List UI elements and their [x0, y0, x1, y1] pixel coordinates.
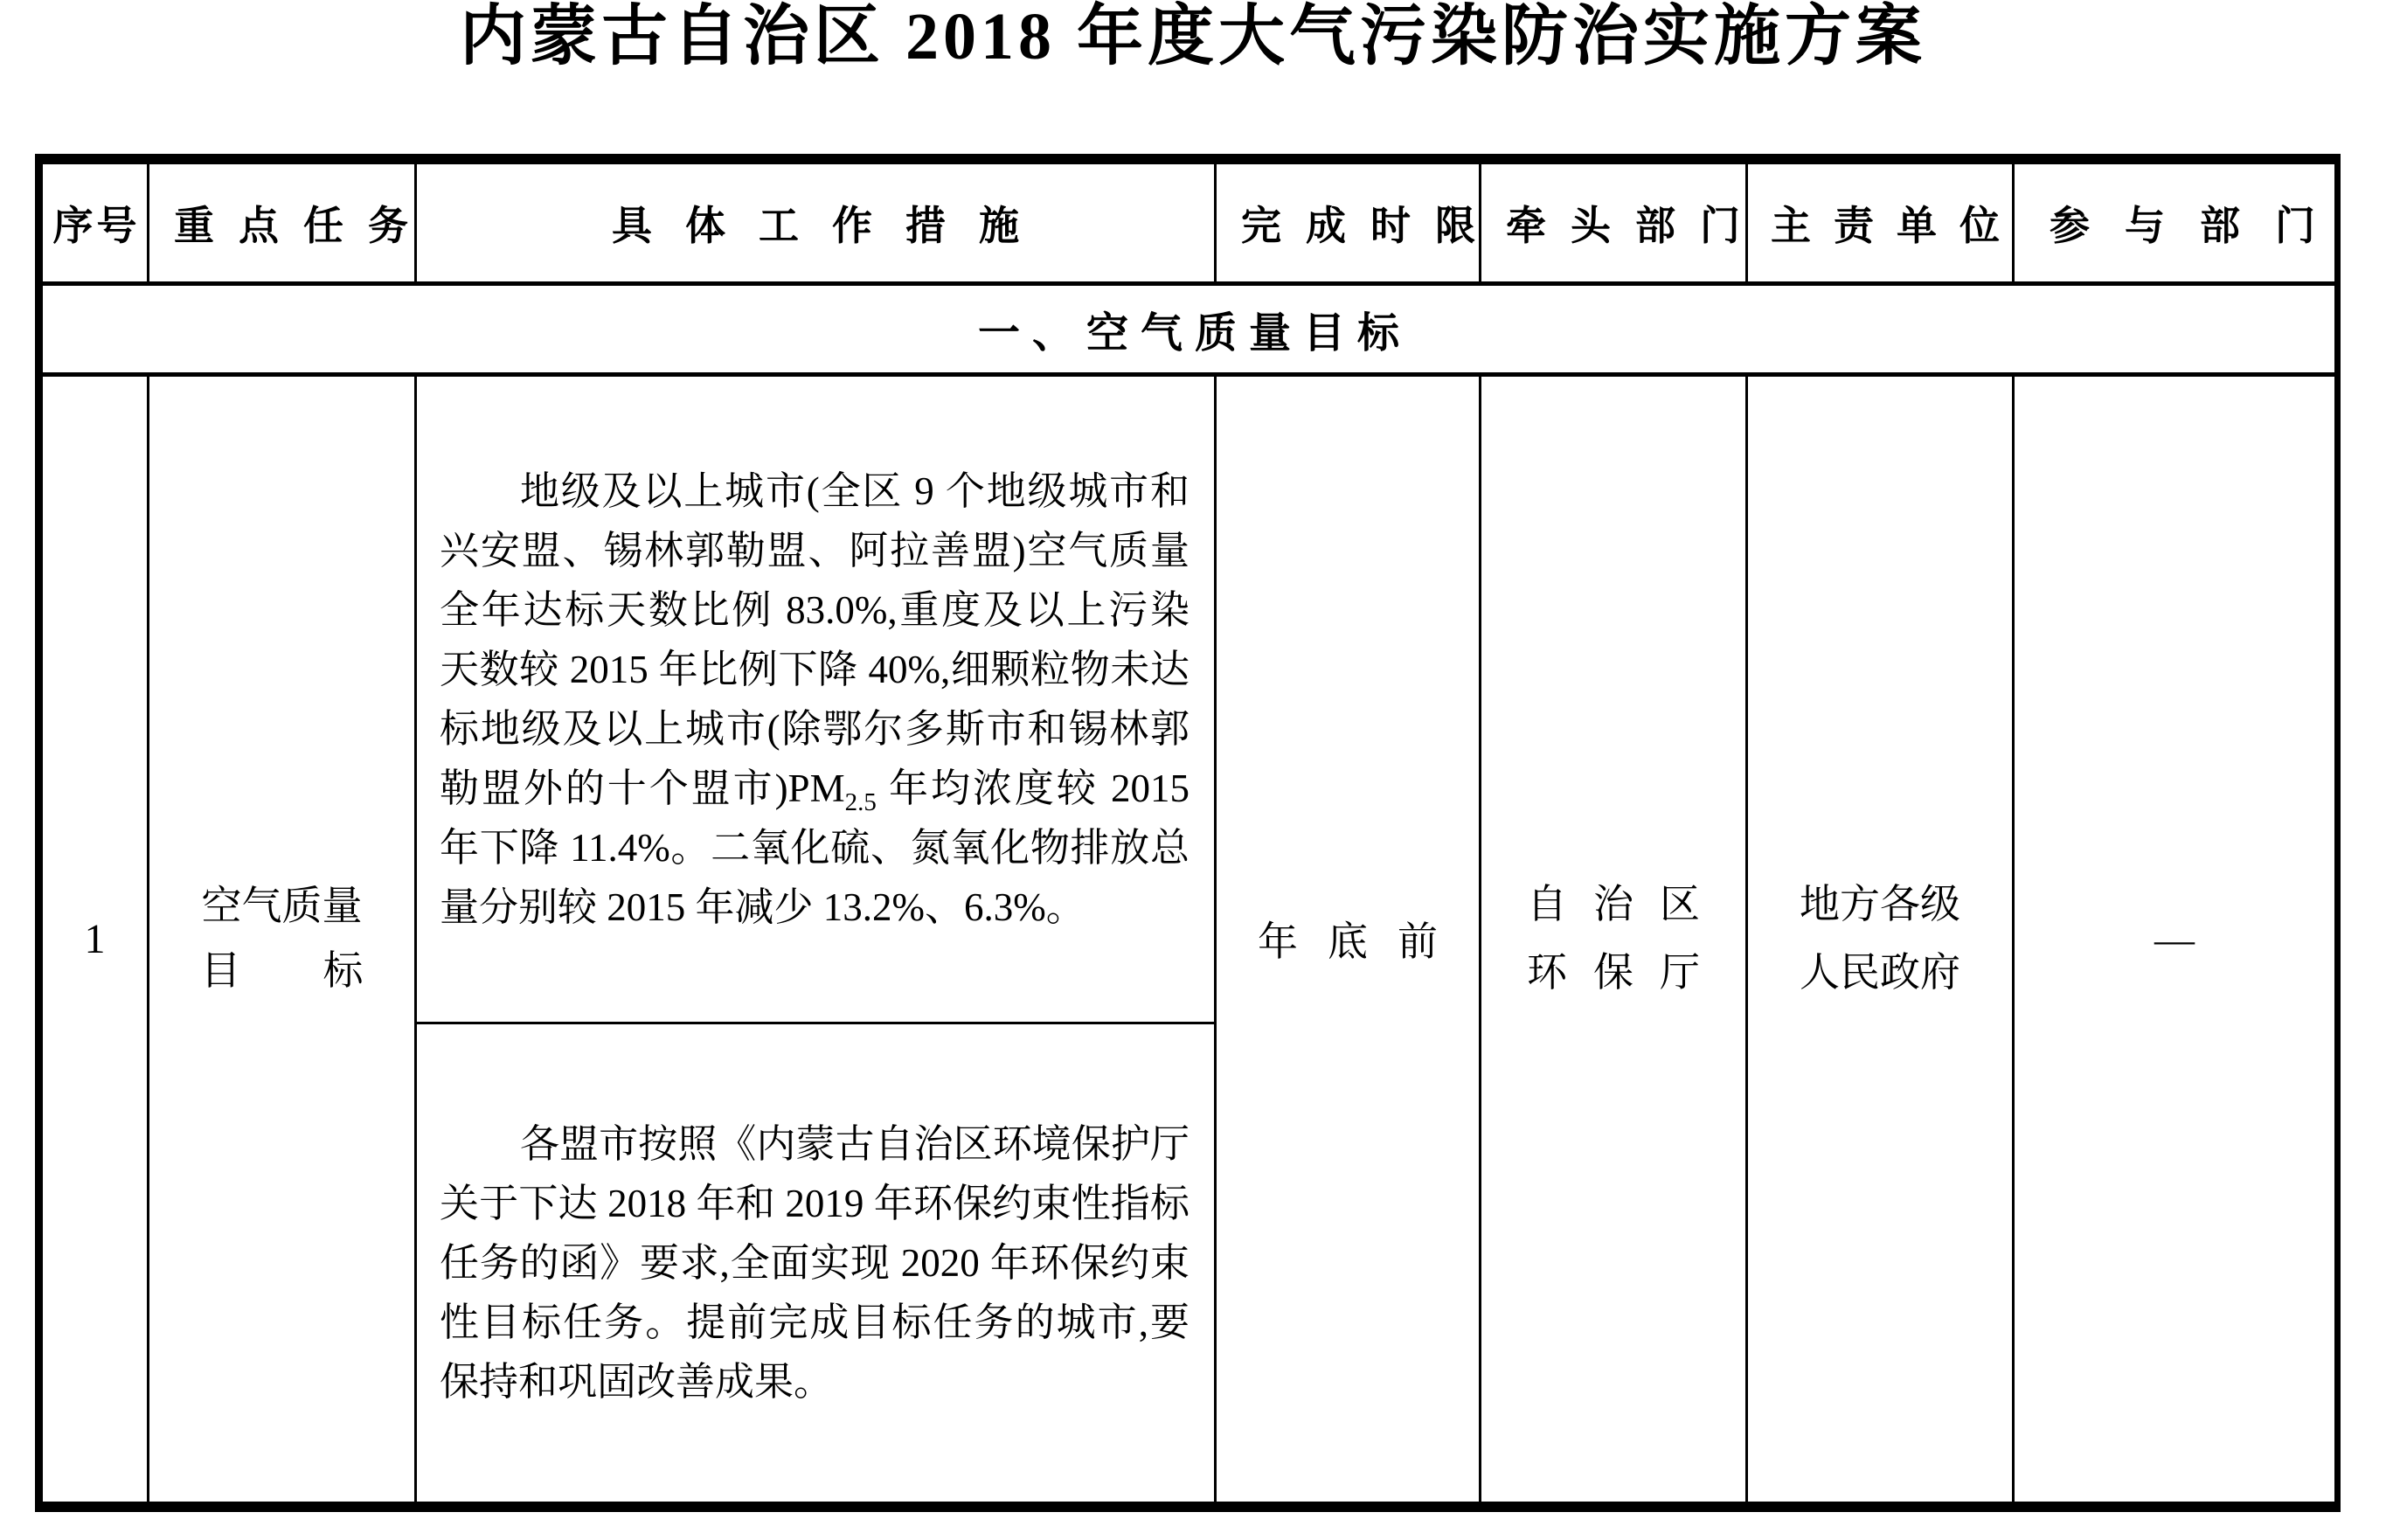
cell-key-task — [149, 374, 416, 1507]
cell-deadline: 年底前 — [1216, 374, 1481, 1507]
cell-seq: 1 — [39, 374, 149, 1507]
cell-participating-departments: — — [2014, 374, 2338, 1507]
section-row — [39, 283, 2338, 374]
key-task-line2-left: 目 — [200, 948, 241, 993]
col-header-deadline: 完成时限 — [1216, 159, 1481, 283]
key-task-line2 — [201, 939, 364, 1003]
col-header-lead-department: 牵头部门 — [1481, 159, 1747, 283]
measure-paragraph-2: 各盟市按照《内蒙古自治区环境保护厅关于下达 2018 年和 2019 年环保约束性指标任务的函》要求,全面实现 2020 年环保约束性目标任务。提前完成目标任务的城市,要保持和巩固改善成果。 — [440, 1121, 1190, 1404]
responsible-unit-lines — [1748, 871, 2012, 1007]
responsible-unit-line2: 人民政府 — [1800, 950, 1960, 995]
col-header-participating-departments: 参与部门 — [2014, 159, 2338, 283]
measure-p1-text-a: 地级及以上城市(全区 9 个地级城市和兴安盟、锡林郭勒盟、阿拉善盟)空气质量全年达标天数比例 83.0%,重度及以上污染天数较 2015 年比例下降 40%,细颗粒物未达标地级及以上城市(除鄂尔多斯市和锡林郭勒盟外的十个盟市)PM — [440, 468, 1190, 810]
col-header-seq: 序号 — [39, 159, 149, 283]
responsible-unit-line1: 地方各级 — [1800, 882, 1960, 926]
key-task-line1: 空气质量 — [201, 884, 363, 928]
measure-subcell-2 — [417, 1024, 1214, 1502]
col-header-measures: 具体工作措施 — [416, 159, 1216, 283]
col-header-task: 重点任务 — [149, 159, 416, 283]
measure-paragraph-1 — [417, 461, 1214, 937]
section-header: 一、空气质量目标 — [39, 283, 2338, 374]
measure-p1-text-b: 年均浓度较 2015 年下降 11.4%。二氧化硫、氮氧化物排放总量分别较 2015 年减少 13.2%、6.3%。 — [440, 766, 1190, 929]
cell-responsible-unit — [1747, 374, 2014, 1507]
page-title: 内蒙古自治区 2018 年度大气污染防治实施方案 — [460, 0, 1926, 73]
key-task-line2-right: 标 — [323, 948, 364, 993]
measure-subcell-1 — [417, 377, 1214, 1024]
cell-lead-department — [1481, 374, 1747, 1507]
lead-department-line2: 环保厅 — [1527, 950, 1726, 995]
plan-table — [35, 154, 2350, 1512]
table-header-row — [39, 159, 2338, 283]
lead-department-lines — [1481, 871, 1745, 1007]
pm25-subscript: 2.5 — [844, 787, 877, 816]
cell-measures — [416, 374, 1216, 1507]
measures-wrapper — [417, 377, 1214, 1502]
col-header-responsible-unit: 主责单位 — [1747, 159, 2014, 283]
table-row — [39, 374, 2338, 1507]
lead-department-line1: 自治区 — [1527, 882, 1726, 926]
